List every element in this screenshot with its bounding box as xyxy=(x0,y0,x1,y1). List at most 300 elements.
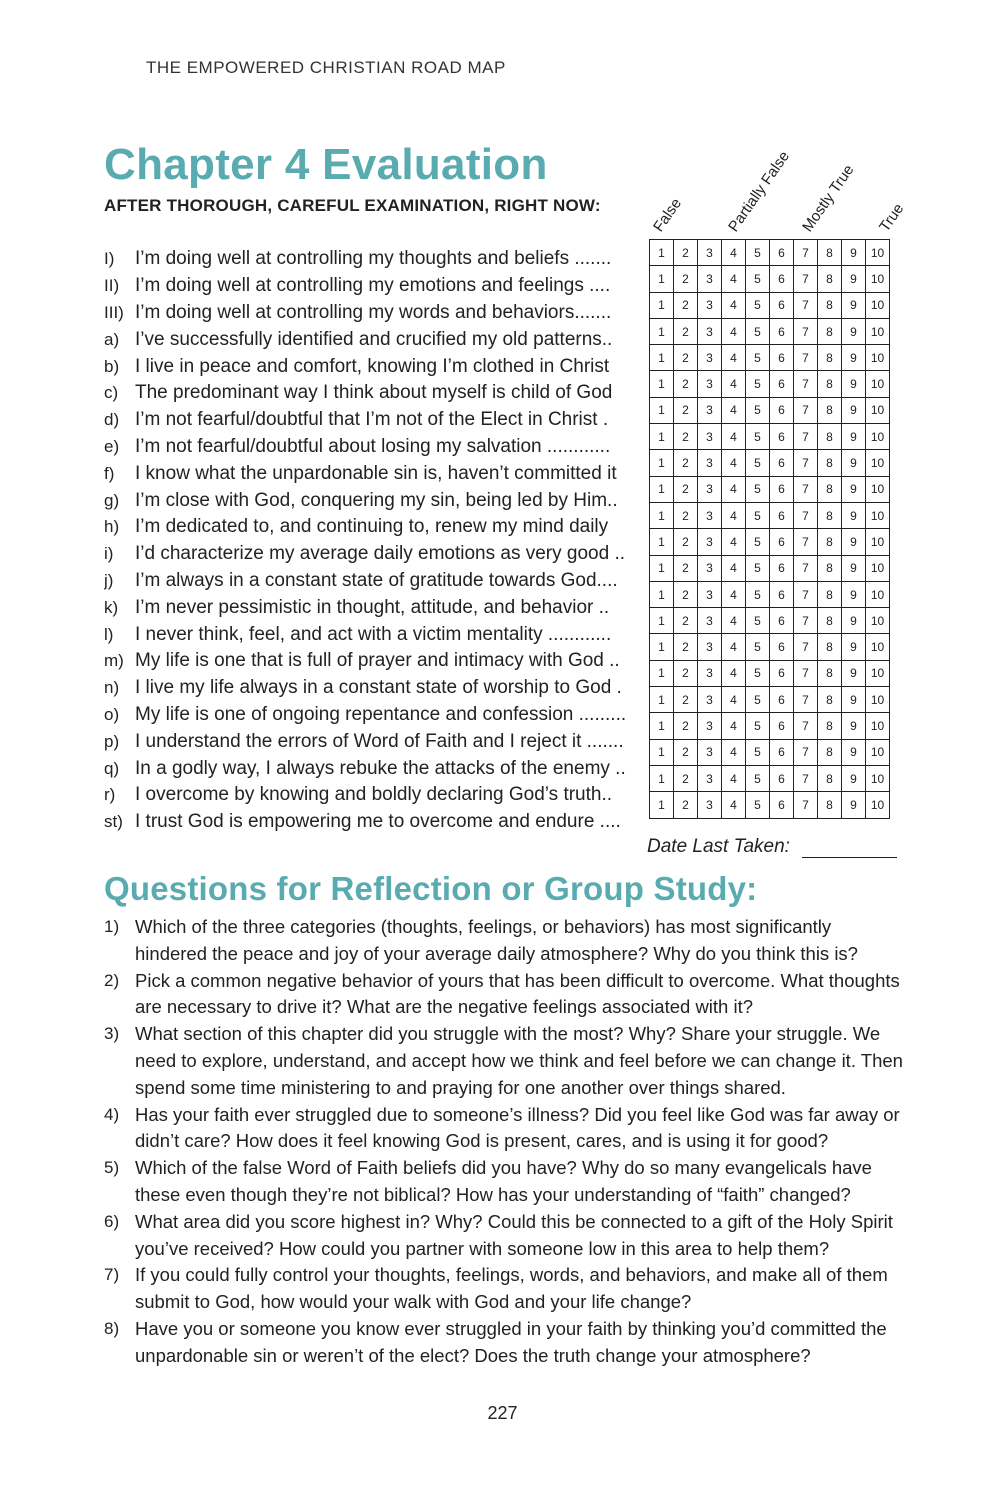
rating-cell[interactable]: 10 xyxy=(866,371,890,397)
rating-cell[interactable]: 7 xyxy=(794,713,818,739)
rating-cell[interactable]: 1 xyxy=(650,397,674,423)
rating-cell[interactable]: 6 xyxy=(770,345,794,371)
rating-cell[interactable]: 7 xyxy=(794,739,818,765)
statement-item xyxy=(104,755,644,782)
rating-cell[interactable]: 1 xyxy=(650,502,674,528)
rating-cell[interactable]: 8 xyxy=(818,713,842,739)
rating-cell[interactable]: 9 xyxy=(842,660,866,686)
rating-cell[interactable]: 10 xyxy=(866,345,890,371)
rating-cell[interactable]: 5 xyxy=(746,581,770,607)
statement-text: I’ve successfully identified and crucified my old patterns.. xyxy=(135,328,613,350)
rating-cell[interactable]: 9 xyxy=(842,240,866,266)
rating-row xyxy=(650,266,890,292)
rating-cell[interactable]: 4 xyxy=(722,581,746,607)
rating-cell[interactable]: 10 xyxy=(866,713,890,739)
rating-cell[interactable]: 3 xyxy=(698,292,722,318)
rating-cell[interactable]: 3 xyxy=(698,424,722,450)
rating-cell[interactable]: 9 xyxy=(842,529,866,555)
statement-label: b) xyxy=(104,356,120,376)
rating-cell[interactable]: 3 xyxy=(698,240,722,266)
rating-cell[interactable]: 10 xyxy=(866,318,890,344)
rating-row xyxy=(650,450,890,476)
question-text: Pick a common negative behavior of yours that has been difficult to overcome. What thoughts are necessary to drive it? What are the negative feelings associated with it? xyxy=(135,969,900,1018)
statement-text: The predominant way I think about myself is child of God xyxy=(135,382,613,404)
rating-cell[interactable]: 10 xyxy=(866,476,890,502)
rating-cell[interactable]: 7 xyxy=(794,660,818,686)
rating-cell[interactable]: 2 xyxy=(674,792,698,818)
rating-cell[interactable]: 4 xyxy=(722,555,746,581)
rating-cell[interactable]: 9 xyxy=(842,713,866,739)
rating-cell[interactable]: 8 xyxy=(818,739,842,765)
rating-cell[interactable]: 9 xyxy=(842,739,866,765)
statement-label: i) xyxy=(104,544,114,564)
rating-cell[interactable]: 4 xyxy=(722,424,746,450)
scale-label-true: True xyxy=(876,200,908,235)
rating-cell[interactable]: 8 xyxy=(818,765,842,791)
statement-item xyxy=(104,246,644,273)
rating-cell[interactable]: 9 xyxy=(842,266,866,292)
rating-cell[interactable]: 5 xyxy=(746,292,770,318)
rating-cell[interactable]: 9 xyxy=(842,476,866,502)
rating-cell[interactable]: 5 xyxy=(746,424,770,450)
rating-row xyxy=(650,713,890,739)
rating-cell[interactable]: 3 xyxy=(698,634,722,660)
date-last-taken-field[interactable] xyxy=(802,857,897,858)
rating-cell[interactable]: 1 xyxy=(650,345,674,371)
statement-item xyxy=(104,809,644,836)
rating-cell[interactable]: 2 xyxy=(674,450,698,476)
rating-cell[interactable]: 3 xyxy=(698,792,722,818)
question-text: What area did you score highest in? Why? Could this be connected to a gift of the Holy Spirit you’ve received? How could you partner with someone low in this area to help them? xyxy=(135,1210,893,1259)
statement-text: I’m doing well at controlling my thoughts and beliefs ....... xyxy=(135,248,612,270)
statement-text: I understand the errors of Word of Faith and I reject it ....... xyxy=(135,730,624,752)
rating-cell[interactable]: 6 xyxy=(770,765,794,791)
rating-cell[interactable]: 2 xyxy=(674,529,698,555)
rating-grid xyxy=(649,239,890,819)
rating-cell[interactable]: 2 xyxy=(674,292,698,318)
rating-cell[interactable]: 7 xyxy=(794,318,818,344)
rating-cell[interactable]: 7 xyxy=(794,555,818,581)
question-text: Have you or someone you know ever struggled in your faith by thinking you’d committed the unpardonable sin or weren’t of the elect? Does the truth change your atmosphere? xyxy=(135,1317,887,1366)
rating-cell[interactable]: 2 xyxy=(674,634,698,660)
statement-item xyxy=(104,702,644,729)
rating-cell[interactable]: 1 xyxy=(650,555,674,581)
rating-cell[interactable]: 8 xyxy=(818,792,842,818)
rating-cell[interactable]: 5 xyxy=(746,371,770,397)
rating-cell[interactable]: 6 xyxy=(770,687,794,713)
rating-cell[interactable]: 10 xyxy=(866,739,890,765)
rating-cell[interactable]: 8 xyxy=(818,318,842,344)
rating-cell[interactable]: 5 xyxy=(746,240,770,266)
rating-cell[interactable]: 8 xyxy=(818,345,842,371)
statement-text: I’m close with God, conquering my sin, being led by Him.. xyxy=(135,489,618,511)
statement-label: f) xyxy=(104,463,115,483)
rating-cell[interactable]: 6 xyxy=(770,318,794,344)
rating-cell[interactable]: 1 xyxy=(650,660,674,686)
rating-cell[interactable]: 1 xyxy=(650,581,674,607)
rating-cell[interactable]: 8 xyxy=(818,266,842,292)
rating-cell[interactable]: 6 xyxy=(770,555,794,581)
rating-cell[interactable]: 10 xyxy=(866,266,890,292)
rating-cell[interactable]: 4 xyxy=(722,292,746,318)
rating-cell[interactable]: 4 xyxy=(722,502,746,528)
rating-cell[interactable]: 5 xyxy=(746,555,770,581)
rating-cell[interactable]: 1 xyxy=(650,318,674,344)
rating-row xyxy=(650,318,890,344)
rating-cell[interactable]: 4 xyxy=(722,529,746,555)
rating-cell[interactable]: 1 xyxy=(650,476,674,502)
rating-cell[interactable]: 6 xyxy=(770,240,794,266)
rating-cell[interactable]: 1 xyxy=(650,240,674,266)
rating-cell[interactable]: 7 xyxy=(794,476,818,502)
question-item xyxy=(104,1316,904,1370)
rating-cell[interactable]: 5 xyxy=(746,608,770,634)
rating-cell[interactable]: 3 xyxy=(698,608,722,634)
statement-item xyxy=(104,353,644,380)
rating-cell[interactable]: 6 xyxy=(770,529,794,555)
rating-cell[interactable]: 6 xyxy=(770,397,794,423)
rating-cell[interactable]: 5 xyxy=(746,345,770,371)
rating-cell[interactable]: 9 xyxy=(842,318,866,344)
rating-cell[interactable]: 3 xyxy=(698,739,722,765)
rating-row xyxy=(650,397,890,423)
rating-cell[interactable]: 10 xyxy=(866,292,890,318)
rating-row xyxy=(650,555,890,581)
rating-cell[interactable]: 2 xyxy=(674,660,698,686)
question-text: Which of the three categories (thoughts, feelings, or behaviors) has most significantly hindered the peace and joy of your average daily atmosphere? Why do you think this is? xyxy=(135,916,858,964)
rating-cell[interactable]: 7 xyxy=(794,450,818,476)
rating-cell[interactable]: 8 xyxy=(818,476,842,502)
question-item xyxy=(104,1102,904,1156)
rating-cell[interactable]: 7 xyxy=(794,292,818,318)
rating-cell[interactable]: 1 xyxy=(650,713,674,739)
rating-cell[interactable]: 10 xyxy=(866,581,890,607)
rating-cell[interactable]: 10 xyxy=(866,555,890,581)
rating-cell[interactable]: 4 xyxy=(722,397,746,423)
statement-item xyxy=(104,594,644,621)
rating-cell[interactable]: 1 xyxy=(650,266,674,292)
rating-cell[interactable]: 2 xyxy=(674,713,698,739)
rating-cell[interactable]: 4 xyxy=(722,266,746,292)
rating-cell[interactable]: 8 xyxy=(818,529,842,555)
rating-cell[interactable]: 1 xyxy=(650,792,674,818)
statement-item xyxy=(104,407,644,434)
rating-cell[interactable]: 4 xyxy=(722,476,746,502)
rating-cell[interactable]: 7 xyxy=(794,424,818,450)
rating-cell[interactable]: 2 xyxy=(674,240,698,266)
rating-cell[interactable]: 1 xyxy=(650,634,674,660)
rating-cell[interactable]: 10 xyxy=(866,240,890,266)
rating-cell[interactable]: 4 xyxy=(722,660,746,686)
rating-cell[interactable]: 8 xyxy=(818,608,842,634)
rating-cell[interactable]: 5 xyxy=(746,266,770,292)
rating-row xyxy=(650,581,890,607)
rating-row xyxy=(650,608,890,634)
statement-item xyxy=(104,300,644,327)
statement-label: p) xyxy=(104,731,120,751)
question-number: 4) xyxy=(104,1104,120,1124)
statement-item xyxy=(104,675,644,702)
rating-cell[interactable]: 5 xyxy=(746,660,770,686)
rating-cell[interactable]: 10 xyxy=(866,765,890,791)
rating-row xyxy=(650,424,890,450)
rating-cell[interactable]: 8 xyxy=(818,292,842,318)
rating-cell[interactable]: 7 xyxy=(794,792,818,818)
rating-cell[interactable]: 2 xyxy=(674,424,698,450)
statement-text: I know what the unpardonable sin is, haven’t committed it xyxy=(135,462,617,484)
rating-cell[interactable]: 3 xyxy=(698,687,722,713)
statement-label: a) xyxy=(104,329,120,349)
rating-cell[interactable]: 4 xyxy=(722,687,746,713)
rating-cell[interactable]: 5 xyxy=(746,765,770,791)
rating-cell[interactable]: 9 xyxy=(842,792,866,818)
rating-cell[interactable]: 7 xyxy=(794,345,818,371)
rating-cell[interactable]: 9 xyxy=(842,634,866,660)
rating-cell[interactable]: 8 xyxy=(818,240,842,266)
rating-cell[interactable]: 9 xyxy=(842,397,866,423)
rating-cell[interactable]: 2 xyxy=(674,581,698,607)
rating-cell[interactable]: 9 xyxy=(842,502,866,528)
rating-cell[interactable]: 10 xyxy=(866,502,890,528)
question-item xyxy=(104,1021,904,1101)
rating-cell[interactable]: 3 xyxy=(698,502,722,528)
rating-cell[interactable]: 2 xyxy=(674,345,698,371)
rating-cell[interactable]: 2 xyxy=(674,687,698,713)
rating-cell[interactable]: 7 xyxy=(794,634,818,660)
statement-text: I’m doing well at controlling my words and behaviors....... xyxy=(135,301,612,323)
rating-cell[interactable]: 10 xyxy=(866,424,890,450)
rating-cell[interactable]: 2 xyxy=(674,266,698,292)
rating-cell[interactable]: 8 xyxy=(818,371,842,397)
rating-row xyxy=(650,529,890,555)
question-text: What section of this chapter did you struggle with the most? Why? Share your struggle. We need to explore, understand, and accept how we think and feel before we can change it. Then spend some time ministering to and praying for one another over things shared. xyxy=(135,1023,903,1098)
rating-cell[interactable]: 2 xyxy=(674,739,698,765)
rating-cell[interactable]: 3 xyxy=(698,318,722,344)
statement-text: I overcome by knowing and boldly declaring God’s truth.. xyxy=(135,784,613,806)
statement-label: st) xyxy=(104,812,123,832)
rating-cell[interactable]: 4 xyxy=(722,608,746,634)
rating-cell[interactable]: 3 xyxy=(698,581,722,607)
rating-cell[interactable]: 9 xyxy=(842,345,866,371)
statement-item xyxy=(104,648,644,675)
rating-cell[interactable]: 3 xyxy=(698,713,722,739)
rating-cell[interactable]: 10 xyxy=(866,660,890,686)
question-number: 2) xyxy=(104,970,120,990)
rating-cell[interactable]: 9 xyxy=(842,450,866,476)
rating-cell[interactable]: 5 xyxy=(746,687,770,713)
rating-cell[interactable]: 5 xyxy=(746,529,770,555)
rating-cell[interactable]: 3 xyxy=(698,371,722,397)
statement-text: I’m always in a constant state of gratitude towards God.... xyxy=(135,569,618,591)
rating-cell[interactable]: 5 xyxy=(746,502,770,528)
rating-cell[interactable]: 9 xyxy=(842,555,866,581)
rating-cell[interactable]: 5 xyxy=(746,634,770,660)
statement-label: r) xyxy=(104,785,116,805)
statement-text: In a godly way, I always rebuke the attacks of the enemy .. xyxy=(135,757,626,779)
statement-label: q) xyxy=(104,758,120,778)
rating-cell[interactable]: 6 xyxy=(770,713,794,739)
rating-cell[interactable]: 6 xyxy=(770,266,794,292)
rating-cell[interactable]: 4 xyxy=(722,634,746,660)
rating-cell[interactable]: 4 xyxy=(722,371,746,397)
rating-cell[interactable]: 9 xyxy=(842,687,866,713)
rating-cell[interactable]: 10 xyxy=(866,687,890,713)
rating-cell[interactable]: 4 xyxy=(722,240,746,266)
rating-cell[interactable]: 5 xyxy=(746,397,770,423)
statement-text: I’m dedicated to, and continuing to, renew my mind daily xyxy=(135,516,609,538)
rating-cell[interactable]: 6 xyxy=(770,502,794,528)
rating-cell[interactable]: 8 xyxy=(818,450,842,476)
rating-cell[interactable]: 6 xyxy=(770,634,794,660)
rating-cell[interactable]: 1 xyxy=(650,529,674,555)
rating-cell[interactable]: 8 xyxy=(818,687,842,713)
rating-cell[interactable]: 10 xyxy=(866,529,890,555)
statement-text: I’m never pessimistic in thought, attitude, and behavior .. xyxy=(135,596,610,618)
rating-cell[interactable]: 9 xyxy=(842,371,866,397)
rating-cell[interactable]: 6 xyxy=(770,739,794,765)
rating-row xyxy=(650,371,890,397)
rating-cell[interactable]: 8 xyxy=(818,502,842,528)
rating-cell[interactable]: 8 xyxy=(818,634,842,660)
rating-cell[interactable]: 5 xyxy=(746,739,770,765)
rating-cell[interactable]: 10 xyxy=(866,634,890,660)
rating-cell[interactable]: 10 xyxy=(866,450,890,476)
rating-cell[interactable]: 7 xyxy=(794,397,818,423)
rating-cell[interactable]: 6 xyxy=(770,792,794,818)
question-item xyxy=(104,1262,904,1316)
rating-cell[interactable]: 4 xyxy=(722,318,746,344)
rating-cell[interactable]: 7 xyxy=(794,608,818,634)
rating-cell[interactable]: 3 xyxy=(698,345,722,371)
rating-cell[interactable]: 9 xyxy=(842,608,866,634)
scale-label-partially-false: Partially False xyxy=(725,148,794,235)
rating-cell[interactable]: 6 xyxy=(770,608,794,634)
rating-cell[interactable]: 2 xyxy=(674,476,698,502)
rating-row xyxy=(650,292,890,318)
rating-cell[interactable]: 6 xyxy=(770,450,794,476)
rating-cell[interactable]: 3 xyxy=(698,660,722,686)
rating-cell[interactable]: 1 xyxy=(650,765,674,791)
rating-cell[interactable]: 8 xyxy=(818,581,842,607)
question-number: 1) xyxy=(104,917,120,936)
rating-cell[interactable]: 2 xyxy=(674,765,698,791)
statement-label: d) xyxy=(104,410,120,430)
rating-cell[interactable]: 3 xyxy=(698,397,722,423)
rating-cell[interactable]: 6 xyxy=(770,292,794,318)
rating-cell[interactable]: 3 xyxy=(698,476,722,502)
rating-cell[interactable]: 6 xyxy=(770,581,794,607)
statement-label: c) xyxy=(104,383,119,403)
statement-text: I live my life always in a constant state of worship to God . xyxy=(135,677,622,699)
rating-cell[interactable]: 1 xyxy=(650,687,674,713)
rating-cell[interactable]: 9 xyxy=(842,581,866,607)
rating-cell[interactable]: 1 xyxy=(650,371,674,397)
rating-cell[interactable]: 2 xyxy=(674,608,698,634)
rating-cell[interactable]: 4 xyxy=(722,792,746,818)
rating-cell[interactable]: 6 xyxy=(770,660,794,686)
rating-cell[interactable]: 7 xyxy=(794,529,818,555)
rating-row xyxy=(650,660,890,686)
rating-cell[interactable]: 7 xyxy=(794,765,818,791)
rating-cell[interactable]: 5 xyxy=(746,450,770,476)
rating-cell[interactable]: 6 xyxy=(770,476,794,502)
rating-cell[interactable]: 4 xyxy=(722,450,746,476)
rating-cell[interactable]: 6 xyxy=(770,371,794,397)
rating-cell[interactable]: 10 xyxy=(866,608,890,634)
question-number: 8) xyxy=(104,1318,120,1338)
statement-label: j) xyxy=(104,570,114,590)
rating-cell[interactable]: 1 xyxy=(650,608,674,634)
rating-cell[interactable]: 3 xyxy=(698,266,722,292)
rating-cell[interactable]: 2 xyxy=(674,397,698,423)
evaluation-subtitle: AFTER THOROUGH, CAREFUL EXAMINATION, RIGHT NOW: xyxy=(104,196,601,215)
rating-cell[interactable]: 10 xyxy=(866,397,890,423)
question-item xyxy=(104,1209,904,1263)
rating-cell[interactable]: 1 xyxy=(650,450,674,476)
rating-cell[interactable]: 2 xyxy=(674,555,698,581)
rating-cell[interactable]: 5 xyxy=(746,318,770,344)
rating-cell[interactable]: 8 xyxy=(818,424,842,450)
rating-cell[interactable]: 1 xyxy=(650,292,674,318)
rating-cell[interactable]: 8 xyxy=(818,397,842,423)
rating-cell[interactable]: 9 xyxy=(842,292,866,318)
rating-cell[interactable]: 4 xyxy=(722,765,746,791)
statement-text: I’m not fearful/doubtful that I’m not of the Elect in Christ . xyxy=(135,409,609,431)
rating-cell[interactable]: 2 xyxy=(674,371,698,397)
rating-cell[interactable]: 3 xyxy=(698,529,722,555)
question-text: If you could fully control your thoughts, feelings, words, and behaviors, and make all of them submit to God, how would your walk with God and your life change? xyxy=(135,1264,888,1313)
rating-cell[interactable]: 7 xyxy=(794,371,818,397)
rating-cell[interactable]: 3 xyxy=(698,555,722,581)
rating-cell[interactable]: 9 xyxy=(842,765,866,791)
rating-cell[interactable]: 4 xyxy=(722,713,746,739)
rating-cell[interactable]: 4 xyxy=(722,739,746,765)
statement-item xyxy=(104,380,644,407)
rating-row xyxy=(650,502,890,528)
chapter-title: Chapter 4 Evaluation xyxy=(104,140,548,189)
statement-item xyxy=(104,728,644,755)
question-text: Which of the false Word of Faith beliefs did you have? Why do so many evangelicals have these even though they’re not biblical? How has your understanding of “faith” changed? xyxy=(135,1157,872,1205)
questions-list xyxy=(104,914,904,1370)
rating-cell[interactable]: 7 xyxy=(794,502,818,528)
rating-row xyxy=(650,792,890,818)
rating-cell[interactable]: 10 xyxy=(866,792,890,818)
rating-cell[interactable]: 5 xyxy=(746,476,770,502)
question-number: 3) xyxy=(104,1024,120,1044)
rating-cell[interactable]: 5 xyxy=(746,713,770,739)
rating-cell[interactable]: 2 xyxy=(674,318,698,344)
statement-item xyxy=(104,782,644,809)
rating-cell[interactable]: 1 xyxy=(650,739,674,765)
rating-cell[interactable]: 6 xyxy=(770,424,794,450)
rating-cell[interactable]: 3 xyxy=(698,765,722,791)
rating-cell[interactable]: 4 xyxy=(722,345,746,371)
rating-cell[interactable]: 7 xyxy=(794,687,818,713)
rating-cell[interactable]: 7 xyxy=(794,240,818,266)
rating-cell[interactable]: 5 xyxy=(746,792,770,818)
rating-cell[interactable]: 2 xyxy=(674,502,698,528)
rating-cell[interactable]: 7 xyxy=(794,266,818,292)
rating-cell[interactable]: 3 xyxy=(698,450,722,476)
statement-text: I never think, feel, and act with a victim mentality ............ xyxy=(135,623,612,645)
rating-cell[interactable]: 8 xyxy=(818,555,842,581)
rating-cell[interactable]: 9 xyxy=(842,424,866,450)
rating-cell[interactable]: 1 xyxy=(650,424,674,450)
statement-label: m) xyxy=(104,651,124,671)
rating-cell[interactable]: 7 xyxy=(794,581,818,607)
rating-row xyxy=(650,765,890,791)
rating-cell[interactable]: 8 xyxy=(818,660,842,686)
